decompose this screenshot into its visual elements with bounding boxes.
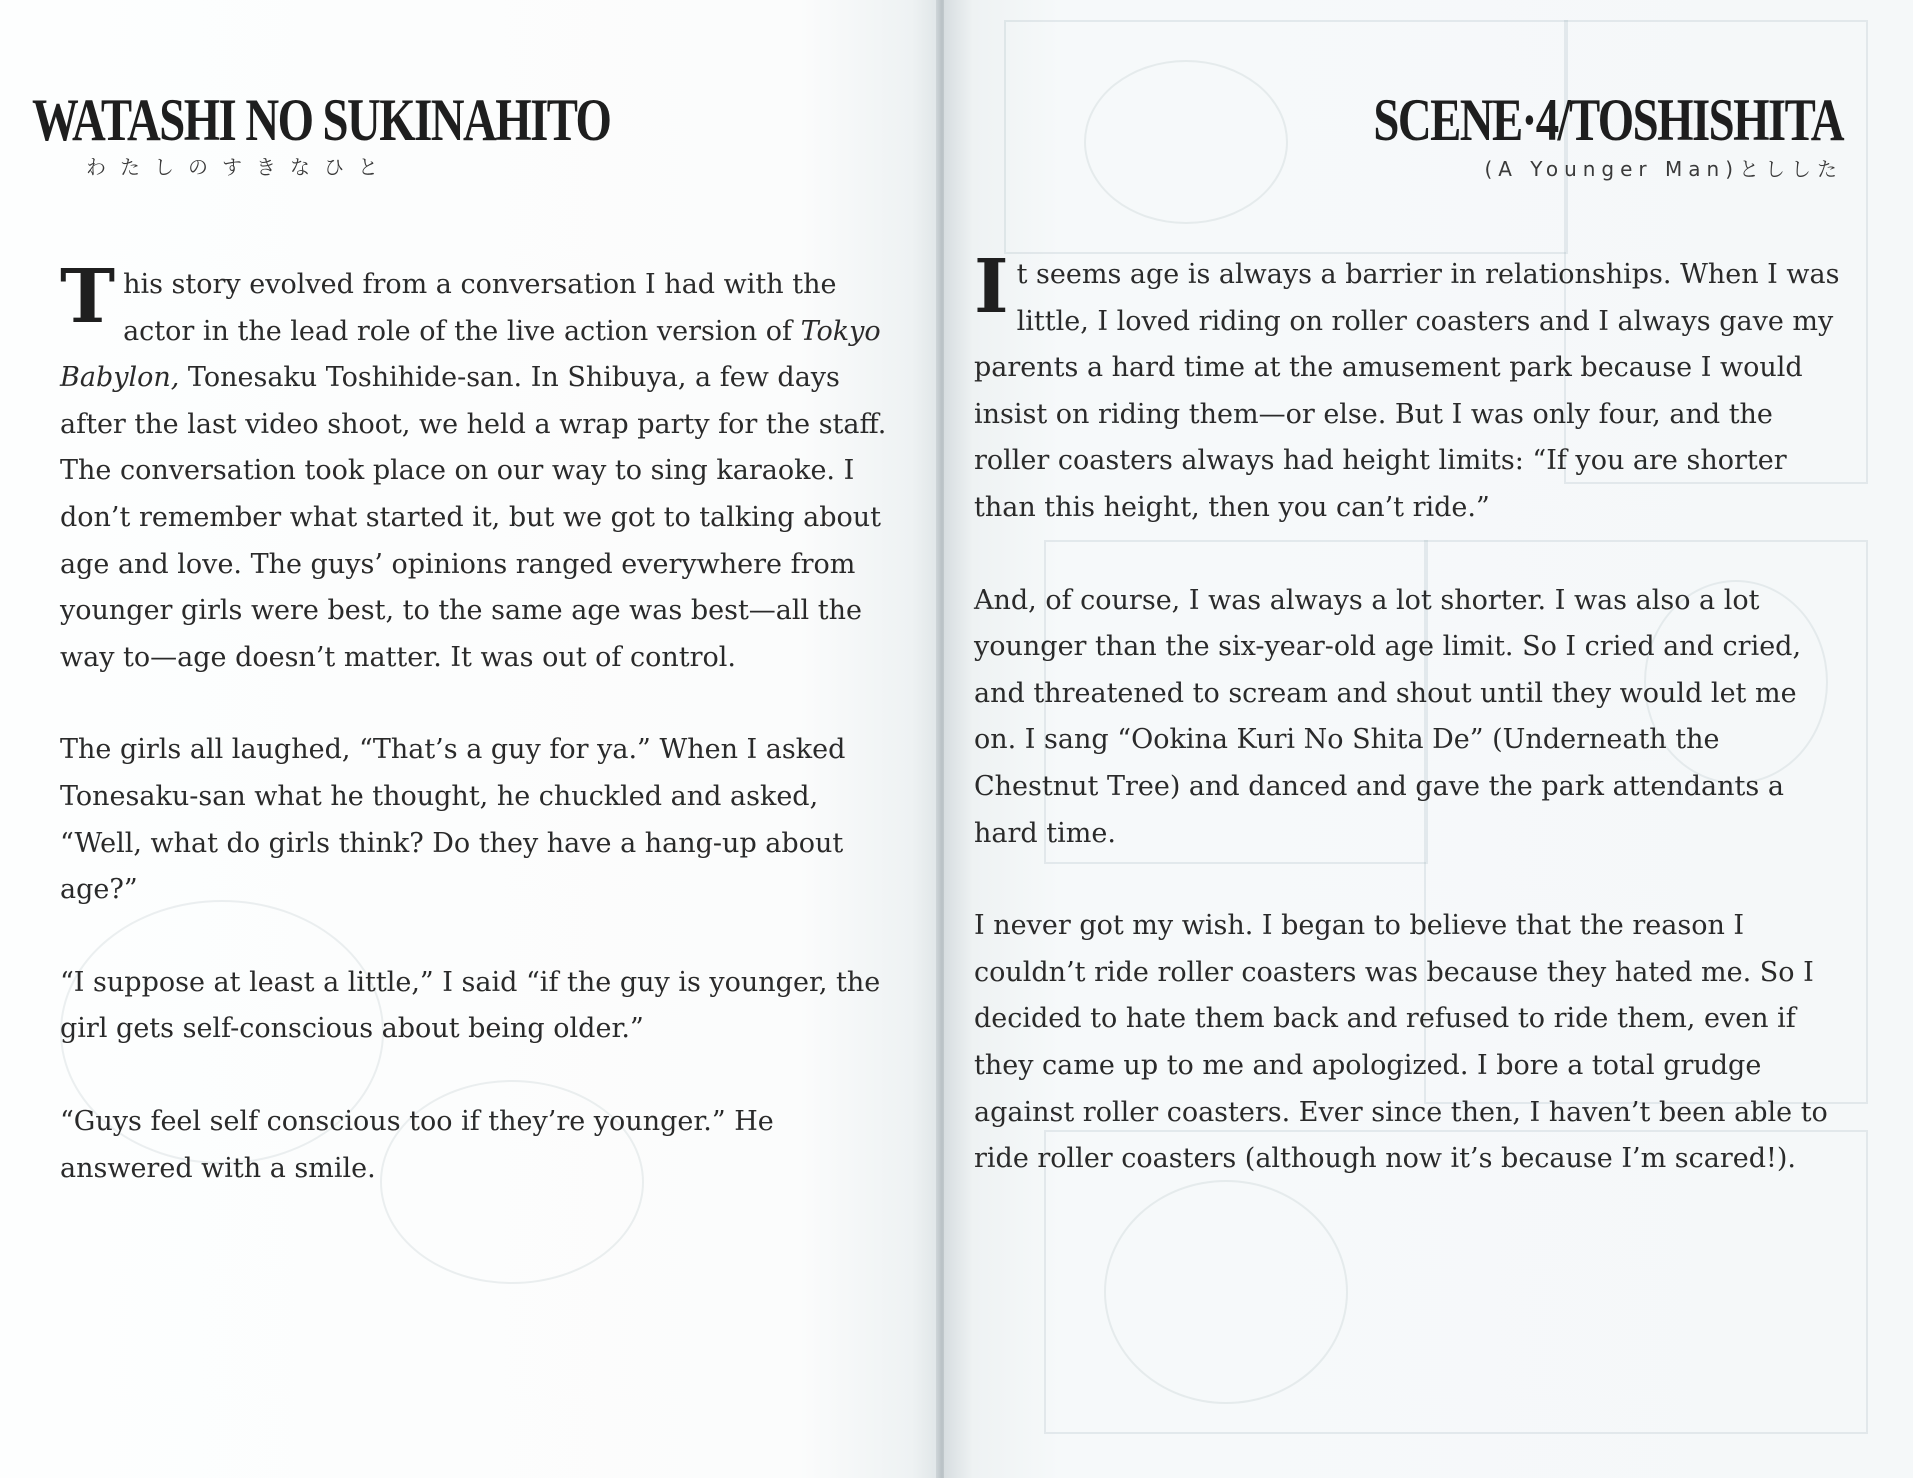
right-paragraph-1 — [974, 244, 1842, 532]
dropcap: T — [60, 254, 116, 340]
right-page-title: SCENE·4/TOSHISHITA — [1373, 87, 1843, 153]
right-title-block — [1143, 86, 1843, 182]
left-paragraph-1 — [60, 254, 892, 681]
left-paragraph-2: The girls all laughed, “That’s a guy for ya.” When I asked Tonesaku-san what he thought, he chuckled and asked, “Well, what do girls think? Do they have a hang-up about age?” — [60, 734, 846, 906]
paragraph-text: his story evolved from a conversation I had with the actor in the lead role of the live action version of — [123, 269, 837, 347]
paragraph-text: Tonesaku Toshihide-san. In Shibuya, a few days after the last video shoot, we held a wrap party for the staff. The conversation took place on our way to sing karaoke. I don’t remember what started it, but we got to talking about age and love. The guys’ opinions ranged everywhere from younger girls were best, to the same age was best—all the way to—age doesn’t matter. It was out of control. — [60, 362, 887, 673]
right-body-text — [974, 244, 1842, 1229]
right-page — [944, 0, 1913, 1478]
dropcap: I — [974, 244, 1009, 330]
italic-title: Tokyo Babylon, — [60, 315, 881, 394]
left-page-title: WATASHI NO SUKINAHITO — [32, 87, 611, 153]
left-title-block — [32, 86, 774, 180]
left-page-subtitle: わたしのすきなひと — [86, 155, 392, 179]
right-paragraph-2: And, of course, I was always a lot shorter. I was also a lot younger than the six-year-old age limit. So I cried and cried, and threatened to scream and shout until they would let me on. I sang “Ookina Kuri No Shita De” (Underneath the Chestnut Tree) and danced and gave the park attendants a hard time. — [974, 584, 1802, 849]
right-paragraph-3: I never got my wish. I began to believe that the reason I couldn’t ride roller coasters was because they hated me. So I decided to hate them back and refused to ride them, even if they came up to me and apologized. I bore a total grudge against roller coasters. Ever since then, I haven’t been able to ride roller coasters (although now it’s because I’m scared!). — [974, 910, 1828, 1175]
right-page-subtitle: (A Younger Man)としした — [1484, 157, 1843, 181]
left-body-text — [60, 254, 892, 1238]
left-paragraph-3: “I suppose at least a little,” I said “if the guy is younger, the girl gets self-conscious about being older.” — [60, 966, 881, 1045]
left-page — [0, 0, 940, 1478]
left-paragraph-4: “Guys feel self conscious too if they’re younger.” He answered with a smile. — [60, 1105, 774, 1184]
paragraph-text: t seems age is always a barrier in relationships. When I was little, I loved riding on roller coasters and I always gave my parents a hard time at the amusement park because I would insist on riding them—or else. But I was only four, and the roller coasters always had height limits: “If you are shorter than this height, then you can’t ride.” — [974, 259, 1840, 523]
